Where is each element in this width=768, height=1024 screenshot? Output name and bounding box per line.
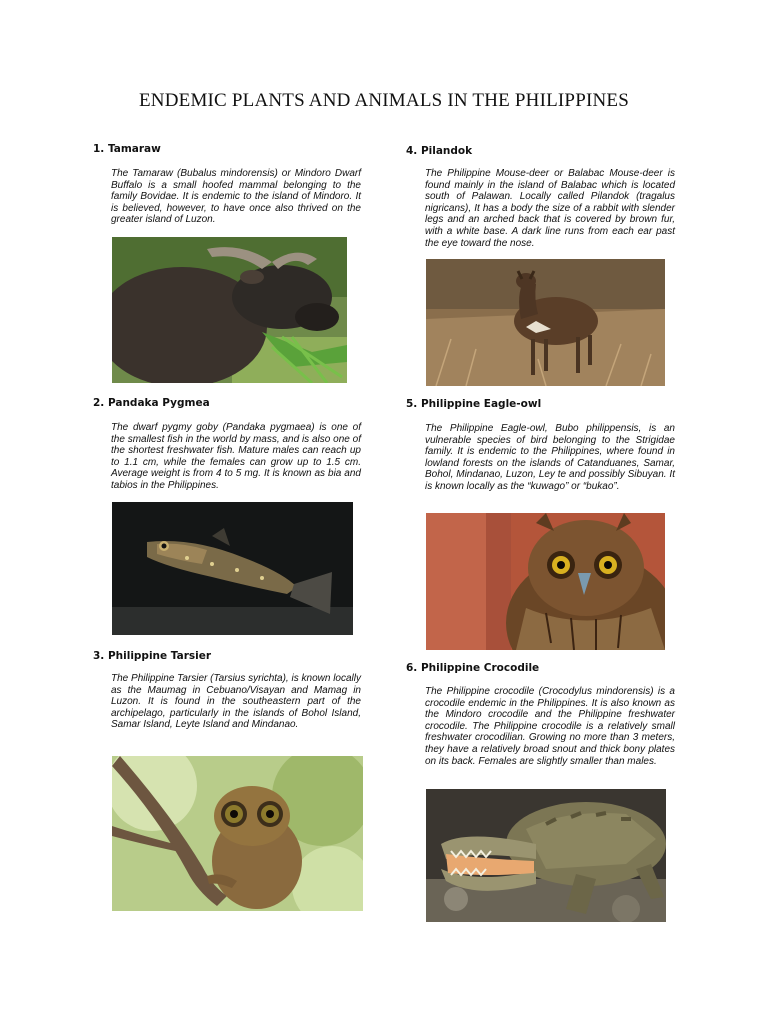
pandaka-photo xyxy=(112,502,353,635)
text-tarsier: The Philippine Tarsier (Tarsius syrichta), is known locally as the Maumag in Cebuano/Visayan and Mamag in Luzon. It is found in the southeastern part of the archipelago, particularly in the islands of Bohol Island, Samar Island, Leyte Island and Mindanao. xyxy=(111,673,361,731)
text-eagle-owl: The Philippine Eagle-owl, Bubo philippensis, is an vulnerable species of bird belonging to the Strigidae family. It is endemic to the Philippines, where found in lowland forests on the islands of Catanduanes, Samar, Bohol, Mindanao, Luzon, Ley te and possibly Sibuyan. It is known locally as the “kuwago” or “bukao”. xyxy=(425,423,675,492)
text-tamaraw: The Tamaraw (Bubalus mindorensis) or Mindoro Dwarf Buffalo is a small hoofed mammal belonging to the family Bovidae. It is endemic to the island of Mindoro. It is believed, however, to have once also thrived on the greater island of Luzon. xyxy=(111,168,361,226)
tarsier-photo xyxy=(112,756,363,911)
page-title: ENDEMIC PLANTS AND ANIMALS IN THE PHILIPPINES xyxy=(138,90,629,111)
heading-pandaka: 2. Pandaka Pygmea xyxy=(93,397,210,409)
eagle-owl-photo xyxy=(426,513,665,650)
heading-tamaraw: 1. Tamaraw xyxy=(93,143,161,155)
heading-tarsier: 3. Philippine Tarsier xyxy=(93,650,212,662)
text-pandaka: The dwarf pygmy goby (Pandaka pygmaea) is one of the smallest fish in the world by mass, and is also one of the shortest freshwater fish. Mature males can reach up to 1.1 cm, while the females can grow up to 1.5 cm. Average weight is from 4 to 5 mg. It is known as bia and tabios in the Philippines. xyxy=(111,422,361,491)
heading-eagle-owl: 5. Philippine Eagle-owl xyxy=(406,398,542,410)
text-crocodile: The Philippine crocodile (Crocodylus mindorensis) is a crocodile endemic in the Philippines. It is also known as the Mindoro crocodile and the Philippine freshwater crocodile. The Philippine crocodile is a relatively small freshwater crocodilian. Growing no more than 3 meters, they have a relatively broad snout and thick bony plates on its back. Females are slightly smaller than males. xyxy=(425,686,675,767)
crocodile-photo xyxy=(426,789,666,922)
heading-pilandok: 4. Pilandok xyxy=(406,145,473,157)
tamaraw-photo xyxy=(112,237,347,383)
text-pilandok: The Philippine Mouse-deer or Balabac Mouse-deer is found mainly in the island of Balabac which is located south of Palawan. Locally called Pilandok (tragalus nigricans), It has a body the size of a rabbit with slender legs and an arched back that is covered by brown fur, with a white base. A dark line runs from each ear past the eye toward the nose. xyxy=(425,168,675,249)
heading-crocodile: 6. Philippine Crocodile xyxy=(406,662,540,674)
pilandok-photo xyxy=(426,259,665,386)
